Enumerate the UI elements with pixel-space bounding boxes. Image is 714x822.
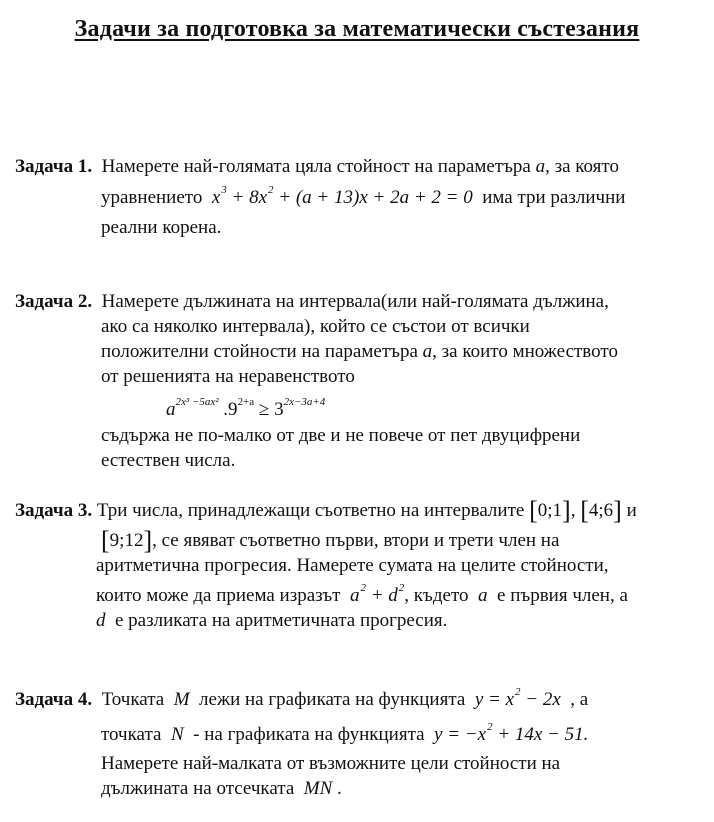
problem-1-line-3: реални корена. (101, 217, 222, 238)
problem-1-line-2: уравнението $x^3 + 8x^2 + (a + 13)x + 2a + 2 = 0$ има три различни (101, 184, 626, 208)
page-title: Задачи за подготовка за математически състезания (74, 16, 640, 42)
problem-3-line-3: аритметична прогресия. Намерете сумата на целите стойности, (96, 555, 609, 576)
problem-4-line-3: Намерете най-малката от възможните цели стойности на (101, 753, 561, 774)
inequality: $a^{2x^3 -5ax^2}$ $.9^{2+a} \ge 3^{2x-3a+4}$ (166, 396, 326, 420)
problem-3-line-5: d е разликата на аритметичната прогресия. (96, 610, 448, 631)
problem-2-line-1: Задача 2. Намерете дължината на интервала(или най-голямата дължина, (15, 291, 609, 312)
problem-1-text: Намерете най-голямата цяла стойност на параметъра (101, 156, 531, 177)
problem-2-label: Задача 2. (15, 291, 93, 312)
problem-2-line-5: съдържа не по-малко от две и не повече от пет двуцифрени (101, 425, 581, 446)
interval-2: 4;6 (588, 500, 614, 521)
problem-4-line-4: дължината на отсечката MN . (101, 778, 342, 799)
problem-4-label: Задача 4. (15, 689, 93, 710)
problem-1-label: Задача 1. (15, 156, 93, 177)
problem-3-line-2: [9;12], се явяват съответно първи, втори и трети член на (101, 526, 560, 555)
problem-2-line-4: от решенията на неравенството (101, 366, 355, 387)
problem-4-line-2: точката N - на графиката на функцията $y = -x^2 + 14x - 51$. (101, 721, 589, 745)
function-2: $y = -x^2 + 14x - 51$. (434, 721, 589, 745)
problem-2-line-2: ако са няколко интервала), който се състои от всички (101, 316, 530, 337)
problem-4-line-1: Задача 4. Точката M лежи на графиката на функцията $y = x^2 - 2x$ , а (15, 686, 589, 710)
interval-3: 9;12 (109, 530, 144, 551)
param-a: a (535, 156, 546, 177)
problem-1-line-1: Задача 1. Намерете най-голямата цяла стойност на параметъра a, за която (15, 156, 619, 177)
problem-3-label: Задача 3. (15, 500, 93, 521)
interval-1: 0;1 (537, 500, 563, 521)
equation: $x^3 + 8x^2 + (a + 13)x + 2a + 2 = 0$ (211, 184, 473, 208)
function-1: $y = x^2 - 2x$ (474, 686, 561, 710)
problem-3-line-1: Задача 3. Три числа, принадлежащи съответно на интервалите [0;1], [4;6] и (15, 496, 637, 525)
expression: $a^2 + d^2$ (349, 582, 405, 606)
problem-3-line-4: които може да приема изразът $a^2 + d^2$, където a е първия член, а (96, 582, 628, 606)
problem-2-line-6: естествен числа. (101, 450, 236, 471)
problem-2-line-3: положителни стойности на параметъра a, за които множеството (101, 341, 618, 362)
